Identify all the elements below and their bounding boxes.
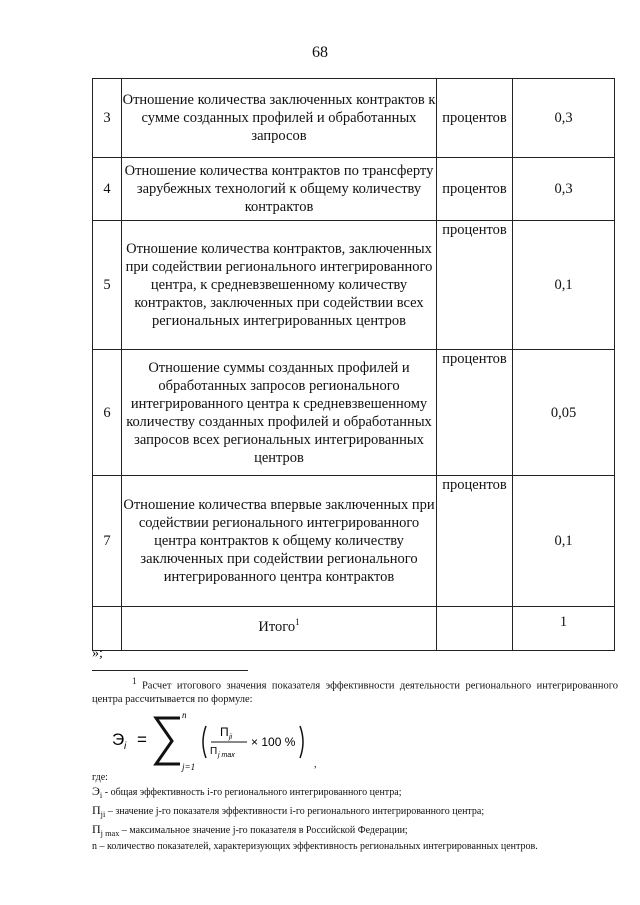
- footnote-body: Расчет итогового значения показателя эффективности деятельности регионального интегрированного центра рассчитывается по формуле:: [92, 680, 618, 705]
- definition-symbol-sub: j max: [100, 829, 120, 838]
- indicator-weight: 0,1: [513, 221, 615, 350]
- definition-symbol-sub: i: [99, 791, 103, 800]
- row-number: 3: [93, 79, 122, 158]
- indicator-weight: 0,3: [513, 158, 615, 221]
- indicator-name: Отношение количества контрактов по трансферту зарубежных технологий к общему количеству контрактов: [122, 158, 437, 221]
- total-label-cell: [122, 607, 437, 651]
- row-number: 7: [93, 476, 122, 607]
- definition-symbol: П: [92, 822, 101, 836]
- definition-text: - общая эффективность i-го регионального интегрированного центра;: [102, 787, 402, 798]
- definition-item: n – количество показателей, характеризующих эффективность региональных интегрированных центров.: [92, 841, 538, 852]
- fraction-denominator-sub: j max: [218, 752, 235, 759]
- footnote-text: [92, 675, 618, 706]
- indicator-name: Отношение количества заключенных контрактов к сумме созданных профилей и обработанных запросов: [122, 79, 437, 158]
- left-paren: [203, 726, 206, 758]
- table-row: [93, 158, 615, 221]
- fraction-denominator: П: [210, 746, 218, 757]
- formula-lhs: Э: [112, 730, 125, 749]
- indicator-unit: процентов: [437, 350, 513, 476]
- definition-symbol-sub: ji: [100, 810, 106, 819]
- closing-quote: »;: [92, 646, 103, 661]
- page-number: 68: [312, 44, 328, 61]
- total-label: Итого: [258, 618, 296, 635]
- definition-text: – максимальное значение j-го показателя в Российской Федерации;: [119, 825, 408, 836]
- right-paren: [300, 726, 303, 758]
- indicator-unit: процентов: [437, 158, 513, 221]
- definition-item: [92, 823, 618, 840]
- indicator-name: Отношение суммы созданных профилей и обработанных запросов регионального интегрированного центра к средневзвешенному количеству созданных профилей и обработанных запросов всех региональных интегрированных центров: [122, 350, 437, 476]
- row-number: 6: [93, 350, 122, 476]
- indicator-unit: процентов: [437, 476, 513, 607]
- definition-symbol: Э: [92, 784, 100, 798]
- indicator-unit: процентов: [437, 79, 513, 158]
- row-number: 5: [93, 221, 122, 350]
- formula-multiplier: × 100 %: [251, 735, 296, 749]
- formula-comma: ,: [314, 759, 317, 770]
- footnote-reference: 1: [295, 617, 300, 627]
- indicator-unit: процентов: [437, 221, 513, 350]
- total-unit-cell: [437, 607, 513, 651]
- where-label: где:: [92, 772, 108, 783]
- table-row: [93, 79, 615, 158]
- formula-lhs-sub: i: [124, 741, 127, 752]
- indicator-weight: 0,1: [513, 476, 615, 607]
- table-row: [93, 476, 615, 607]
- table-row: [93, 350, 615, 476]
- footnote-definitions: [92, 772, 618, 854]
- indicator-name: Отношение количества впервые заключенных при содействии регионального интегрированного центра контрактов к общему количеству заключенных при содействии регионального интегрированного центра контрактов: [122, 476, 437, 607]
- total-num-cell: [93, 607, 122, 651]
- fraction-numerator-sub: ji: [229, 734, 233, 741]
- indicator-name: Отношение количества контрактов, заключенных при содействии регионального интегрированного центра, к средневзвешенному количеству контрактов, заключенных при содействии всех региональных интегрированных центров: [122, 221, 437, 350]
- row-number: 4: [93, 158, 122, 221]
- indicators-table: [92, 78, 615, 651]
- indicator-weight: 0,05: [513, 350, 615, 476]
- sum-upper-limit: n: [182, 710, 187, 720]
- table-row: [93, 221, 615, 350]
- indicator-weight: 0,3: [513, 79, 615, 158]
- definition-item: [92, 804, 618, 821]
- fraction-numerator: П: [220, 725, 229, 739]
- footnote-mark: 1: [132, 676, 137, 686]
- total-row: [93, 607, 615, 651]
- definition-text: – значение j-го показателя эффективности i-го регионального интегрированного центра;: [105, 806, 485, 817]
- footnote-divider: [92, 670, 248, 671]
- formula-equals: =: [137, 730, 147, 749]
- definition-symbol: П: [92, 803, 101, 817]
- sum-lower-limit: j=1: [182, 762, 196, 772]
- efficiency-formula: [100, 704, 360, 774]
- total-value: 1: [513, 607, 615, 651]
- sum-sign: [156, 718, 180, 764]
- definition-item: [92, 785, 618, 802]
